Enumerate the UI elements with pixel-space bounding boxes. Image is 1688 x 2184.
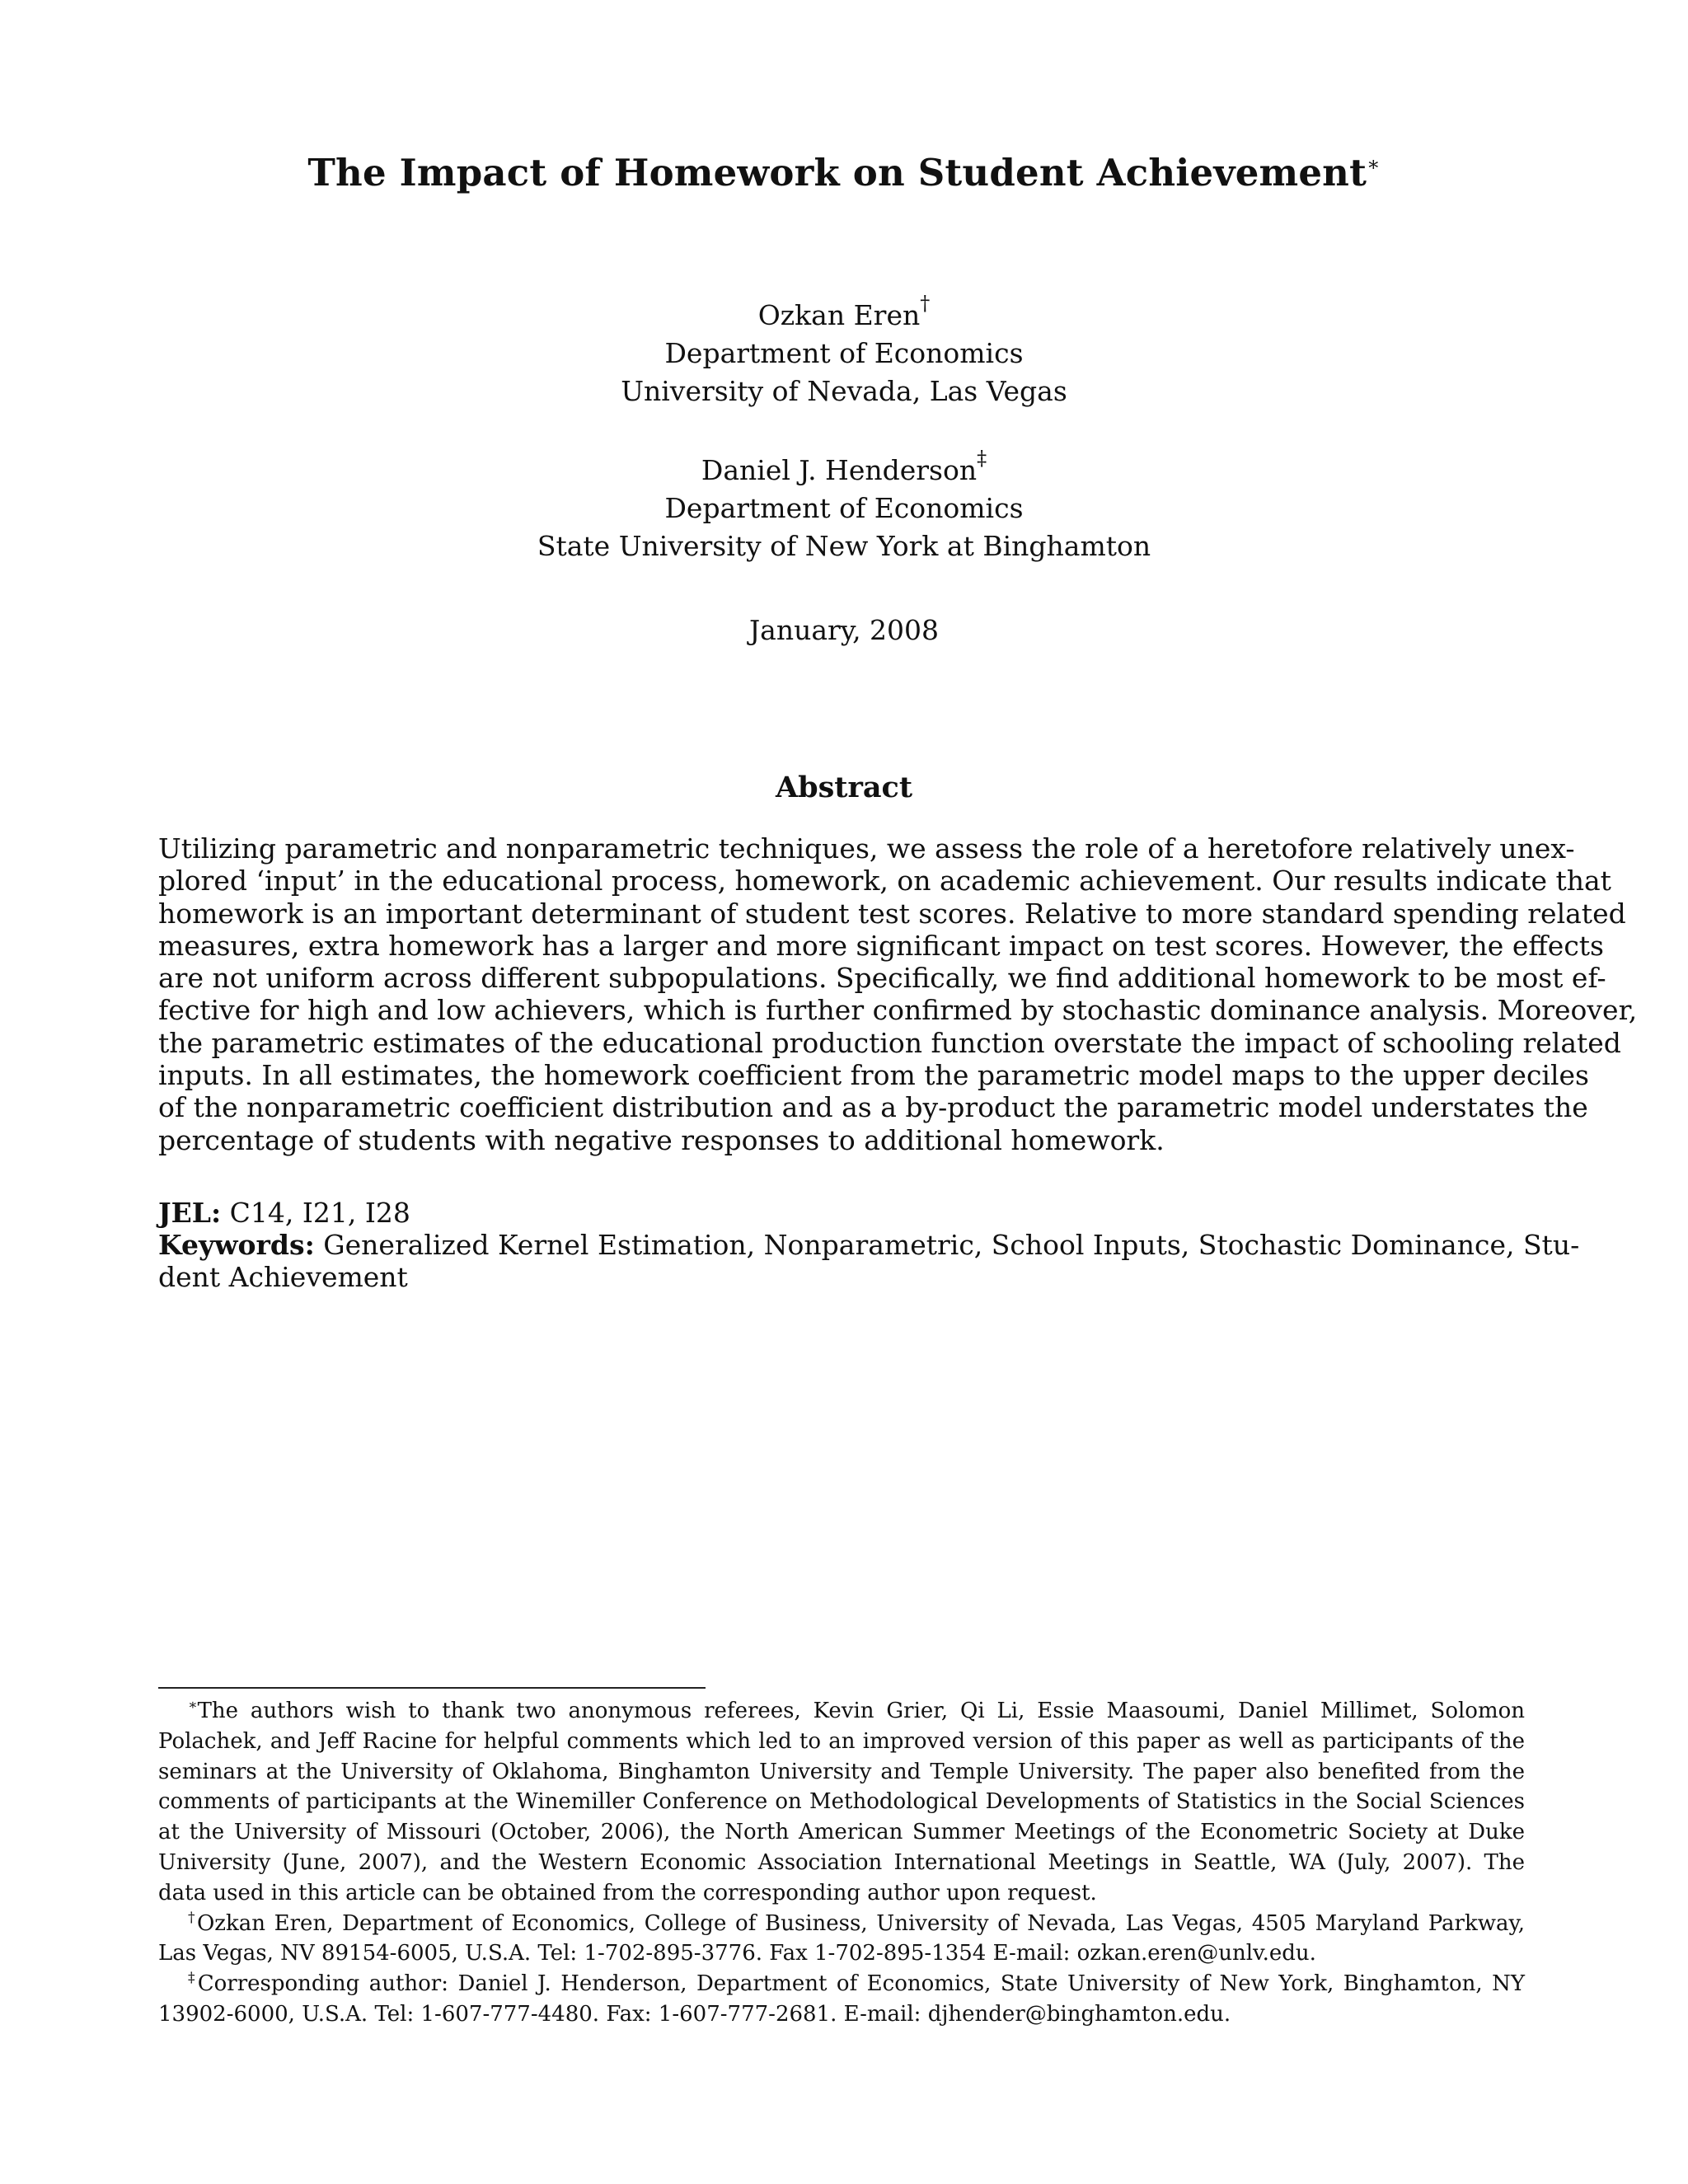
keywords-label: Keywords: <box>158 1229 315 1261</box>
keywords-line-continued: dent Achievement <box>158 1261 408 1293</box>
title-text: The Impact of Homework on Student Achievement <box>307 151 1367 194</box>
footnote-marker: † <box>188 1909 197 1926</box>
author-name <box>0 292 1688 335</box>
author-name-text: Daniel J. Henderson <box>701 454 978 486</box>
keywords-line <box>158 1229 1580 1261</box>
abstract-line: plored ‘input’ in the educational process, homework, on academic achievement. Our results indicate that <box>158 865 1611 898</box>
footnote-rule <box>158 1687 706 1689</box>
author-name-text: Ozkan Eren <box>757 299 921 331</box>
abstract-line: Utilizing parametric and nonparametric techniques, we assess the role of a heretofore relatively unex- <box>158 832 1575 865</box>
footnote-line: Las Vegas, NV 89154-6005, U.S.A. Tel: 1-702-895-3776. Fax 1-702-895-1354 E-mail: ozkan.eren@unlv.edu. <box>158 1941 1316 1966</box>
author-institution: University of Nevada, Las Vegas <box>621 375 1067 407</box>
footnote-line: University (June, 2007), and the Western Economic Association International Meetings in Seattle, WA (July, 2007). The <box>158 1849 1525 1875</box>
footnote-text: Corresponding author: Daniel J. Henderson, Department of Economics, State University of New York, Binghamton, NY <box>197 1971 1525 1997</box>
abstract-line: are not uniform across different subpopulations. Specifically, we find additional homework to be most ef- <box>158 962 1606 995</box>
classification-block <box>158 1197 1580 1293</box>
footnotes <box>158 1696 1525 2030</box>
abstract-line: of the nonparametric coefficient distribution and as a by-product the parametric model understates the <box>158 1091 1588 1124</box>
paper-date: January, 2008 <box>748 614 940 646</box>
footnote-line: data used in this article can be obtained from the corresponding author upon request. <box>158 1880 1097 1905</box>
footnote-marker: ∗ <box>188 1697 198 1713</box>
abstract-line: fective for high and low achievers, which is further confirmed by stochastic dominance analysis. Moreover, <box>158 994 1638 1027</box>
footnote-line: 13902-6000, U.S.A. Tel: 1-607-777-4480. Fax: 1-607-777-2681. E-mail: djhender@binghamton.edu. <box>158 2001 1231 2027</box>
author-department: Department of Economics <box>664 337 1024 369</box>
footnote-text: The authors wish to thank two anonymous referees, Kevin Grier, Qi Li, Essie Maasoumi, Daniel Millimet, Solomon <box>197 1699 1525 1723</box>
author-department: Department of Economics <box>664 492 1024 524</box>
abstract-body <box>158 832 1638 1156</box>
footnote-line: seminars at the University of Oklahoma, Binghamton University and Temple University. The paper also benefited from the <box>158 1759 1525 1784</box>
author-name <box>0 447 1688 490</box>
footnote-line: at the University of Missouri (October, 2006), the North American Summer Meetings of the Econometric Society at Duke <box>158 1820 1525 1845</box>
footnote-line: Polachek, and Jeff Racine for helpful comments which led to an improved version of this paper as well as participants of the <box>158 1728 1525 1754</box>
author-block-1 <box>0 292 1688 410</box>
jel-label: JEL: <box>158 1197 222 1229</box>
footnote-marker: ‡ <box>188 1970 198 1987</box>
abstract-line: the parametric estimates of the educational production function overstate the impact of schooling related <box>158 1026 1621 1059</box>
abstract-line: percentage of students with negative responses to additional homework. <box>158 1123 1165 1156</box>
title-footnote-marker: ∗ <box>1367 152 1381 176</box>
author-footnote-marker: † <box>920 292 931 315</box>
author-footnote-marker: ‡ <box>977 447 987 470</box>
footnote-text: Ozkan Eren, Department of Economics, College of Business, University of Nevada, Las Vegas, 4505 Maryland Parkway, <box>196 1910 1525 1936</box>
keywords-value: Generalized Kernel Estimation, Nonparametric, School Inputs, Stochastic Dominance, Stu- <box>323 1229 1580 1261</box>
jel-codes <box>158 1197 1525 1229</box>
abstract-line: homework is an important determinant of student test scores. Relative to more standard spending related <box>158 897 1626 930</box>
footnote-line <box>158 1909 1525 1939</box>
abstract-heading: Abstract <box>775 771 913 804</box>
jel-value: C14, I21, I28 <box>229 1197 410 1229</box>
footnote-line <box>158 1696 1525 1727</box>
abstract-line: measures, extra homework has a larger and more significant impact on test scores. However, the effects <box>158 929 1604 962</box>
footnote-line <box>158 1969 1525 1999</box>
author-institution: State University of New York at Binghamton <box>537 530 1151 562</box>
paper-title <box>0 151 1688 194</box>
footnote-line: comments of participants at the Winemiller Conference on Methodological Developments of Statistics in the Social Sciences <box>158 1789 1525 1815</box>
author-block-2 <box>0 447 1688 565</box>
abstract-line: inputs. In all estimates, the homework coefficient from the parametric model maps to the upper deciles <box>158 1059 1589 1092</box>
